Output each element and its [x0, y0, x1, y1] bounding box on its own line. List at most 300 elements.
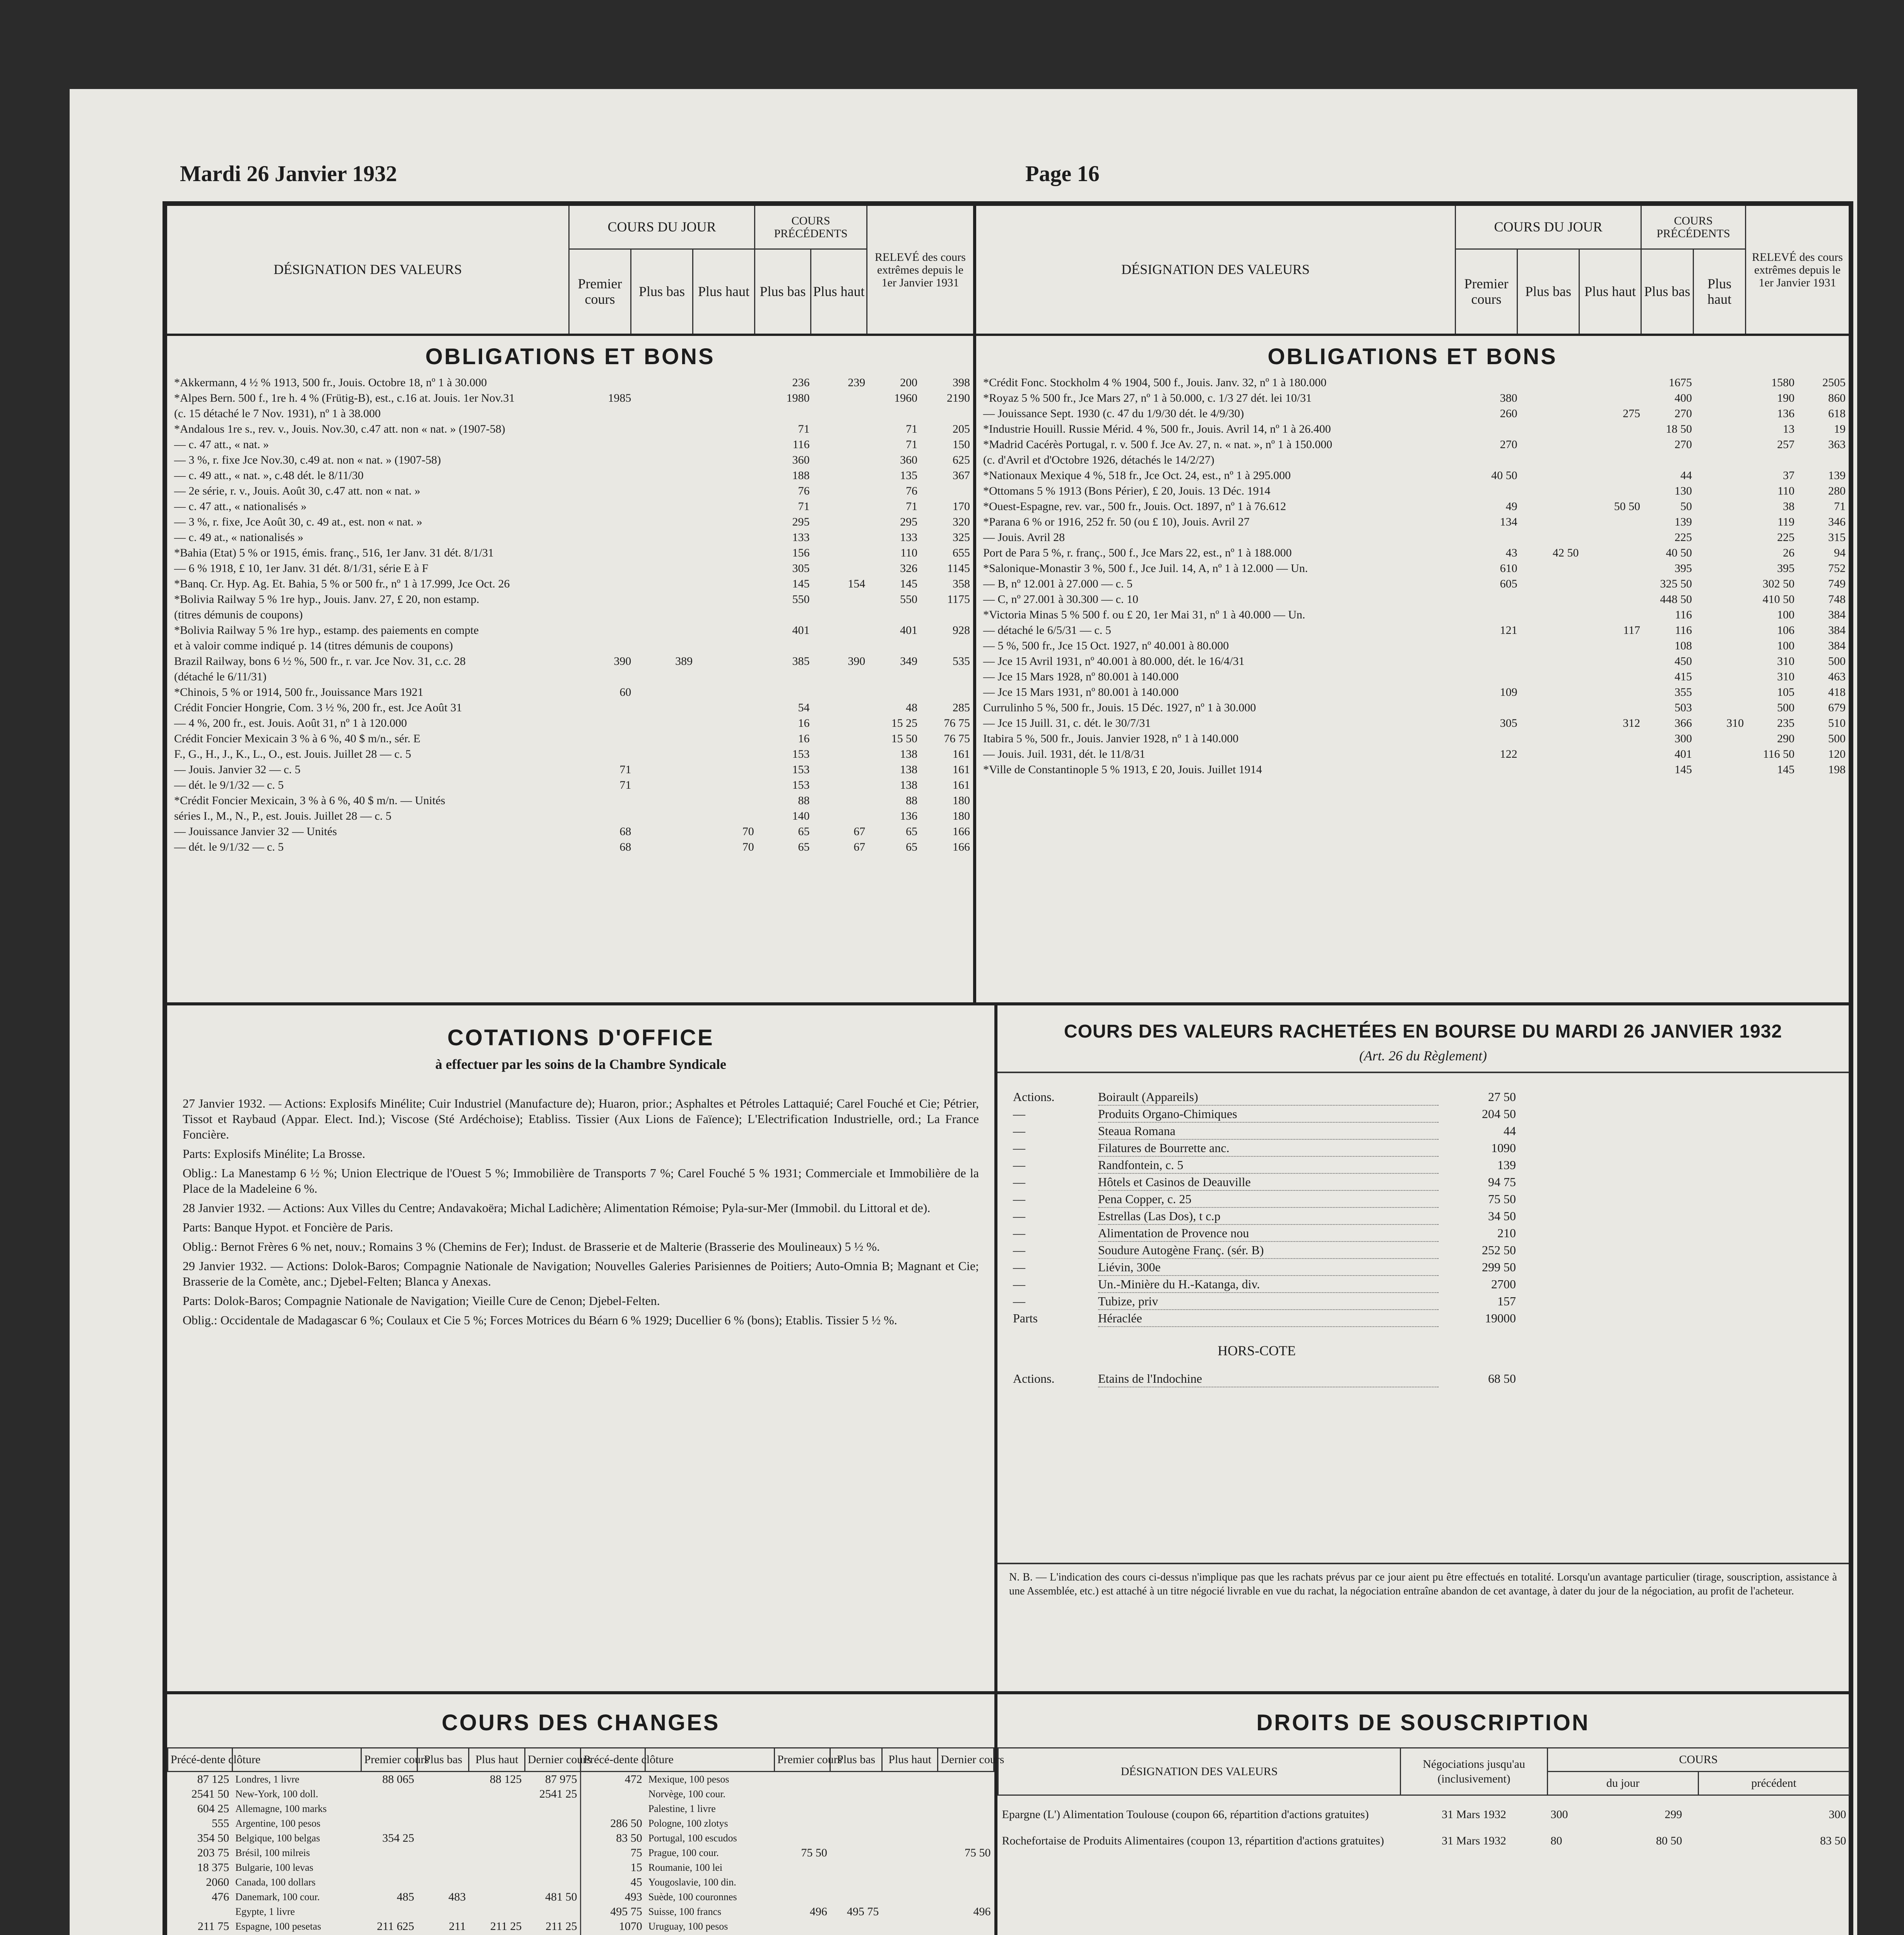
table-row: [976, 607, 1849, 623]
cell-pb: 116: [1675, 608, 1692, 621]
table-row: [167, 561, 973, 576]
cell-r1: [868, 638, 920, 654]
row-name: Filatures de Bourrette anc.: [1098, 1140, 1439, 1157]
chg-name: Argentine, 100 pesos: [235, 1818, 321, 1829]
cell-ph: [813, 514, 869, 530]
list-item: [1013, 1123, 1516, 1140]
cell-ph: [1695, 390, 1747, 406]
row-value: 1090: [1491, 1141, 1516, 1155]
cell-r2: 752: [1828, 562, 1846, 575]
table-row: [976, 700, 1849, 716]
table-row: [167, 654, 973, 669]
sous-h-nego: Négociations jusqu'au (inclusivement): [1401, 1748, 1548, 1795]
row-name: Steaua Romana: [1098, 1123, 1439, 1140]
valeur-name: — dét. le 9/1/32 — c. 5: [174, 841, 284, 853]
cell-p: [573, 607, 635, 623]
cell-r2: 170: [953, 500, 970, 513]
chg-name: Prague, 100 cour.: [648, 1847, 719, 1858]
valeur-name: *Victoria Minas 5 % 500 f. ou £ 20, 1er Mai 31, nº 1 à 40.000 — Un.: [983, 608, 1305, 621]
cell-h: [1582, 530, 1643, 545]
valeur-name: *Ville de Constantinople 5 % 1913, £ 20, Jouis. Juillet 1914: [983, 763, 1262, 776]
sous-jour-2: 299: [1665, 1808, 1682, 1821]
cell-h: 50 50: [1614, 500, 1641, 513]
row-value: 2700: [1491, 1277, 1516, 1291]
rule-1: [167, 1002, 1849, 1005]
cell-pb: 139: [1675, 515, 1692, 528]
cell-h: [696, 452, 757, 468]
cell-p: 60: [619, 686, 631, 699]
cell-p: 122: [1500, 748, 1517, 760]
souscription-title: DROITS DE SOUSCRIPTION: [1256, 1710, 1590, 1735]
cell-h: [696, 406, 757, 421]
cell-h: [1582, 545, 1643, 561]
cell-ph: [1695, 406, 1747, 421]
chg-prec: 476: [212, 1890, 229, 1903]
chg-d: [938, 1772, 994, 1787]
sous-h-designation: DÉSIGNATION DES VALEURS: [998, 1748, 1401, 1795]
valeur-name: — Jce 15 Avril 1931, nº 40.001 à 80.000, dét. le 16/4/31: [983, 655, 1245, 668]
cell-ph: [813, 421, 869, 437]
cell-r2: 363: [1828, 438, 1846, 451]
cell-pb: [757, 607, 813, 623]
sous-h-prec: précédent: [1699, 1772, 1849, 1795]
chg-name: Espagne, 100 pesetas: [235, 1921, 321, 1932]
cell-r1: 550: [900, 593, 918, 606]
cell-r2: 120: [1828, 748, 1846, 760]
table-row: [168, 1890, 994, 1904]
cell-h: [1582, 607, 1643, 623]
valeur-name: Itabira 5 %, 500 fr., Jouis. Janvier 1928, nº 1 à 140.000: [983, 732, 1239, 745]
table-row: [167, 375, 973, 390]
cell-p: 49: [1505, 500, 1517, 513]
chg-name: Londres, 1 livre: [235, 1774, 299, 1785]
cell-ph: [1695, 514, 1747, 530]
chg-b: [830, 1787, 882, 1801]
cell-pb: 76: [798, 485, 810, 497]
cell-b: [1521, 762, 1582, 777]
chg-h-prec: Précé-dente clôture: [168, 1748, 233, 1772]
cell-r1: 15 50: [891, 732, 918, 745]
cell-b: [1521, 561, 1582, 576]
cell-r1: 360: [900, 454, 918, 466]
cell-h: [696, 700, 757, 716]
cell-p: [1459, 669, 1521, 685]
chg-d: [525, 1904, 581, 1919]
cell-ph: 154: [848, 577, 866, 590]
row-value: 210: [1497, 1226, 1516, 1240]
cell-r1: 295: [900, 515, 918, 528]
table-row: [976, 654, 1849, 669]
vsep-top: [973, 203, 976, 1004]
chg-h-bas: Plus bas: [417, 1748, 469, 1772]
valeur-name: et à valoir comme indiqué p. 14 (titres démunis de coupons): [174, 639, 453, 652]
hors-cote-title: HORS-COTE: [1217, 1343, 1296, 1358]
row-name: Boirault (Appareils): [1098, 1089, 1439, 1106]
cell-b: [634, 731, 696, 747]
cell-ph: [813, 700, 869, 716]
valeur-name: — détaché le 6/5/31 — c. 5: [983, 624, 1111, 637]
cell-b: [1521, 638, 1582, 654]
row-kind: —: [1013, 1226, 1025, 1240]
sous-prec: 83 50: [1820, 1834, 1846, 1847]
table-row: [167, 545, 973, 561]
chg-h: [469, 1801, 525, 1816]
chg-d: 211 25: [546, 1920, 577, 1933]
cell-r1: 38: [1783, 500, 1795, 513]
cell-pb: 385: [792, 655, 810, 668]
chg-b: [417, 1801, 469, 1816]
list-item: [1013, 1259, 1516, 1276]
cell-h: [696, 623, 757, 638]
chg-prec: 354 50: [197, 1832, 229, 1844]
cell-h: [1582, 561, 1643, 576]
cell-p: 1985: [608, 392, 631, 404]
cell-b: [634, 716, 696, 731]
cell-pb: 1675: [1669, 376, 1692, 389]
table-row: [167, 592, 973, 607]
cell-pb: 50: [1680, 500, 1692, 513]
cell-b: [634, 499, 696, 514]
cotation-paragraph: Parts: Banque Hypot. et Foncière de Paris.: [183, 1220, 393, 1234]
cell-p: [573, 530, 635, 545]
cell-h: [696, 669, 757, 685]
cell-p: [1459, 375, 1521, 390]
valeur-name: *Nationaux Mexique 4 %, 518 fr., Jce Oct. 24, est., nº 1 à 295.000: [983, 469, 1291, 482]
table-row: [168, 1860, 994, 1875]
chg-b: [417, 1816, 469, 1831]
row-kind: —: [1013, 1124, 1025, 1138]
col-designation: DÉSIGNATION DES VALEURS: [167, 206, 570, 334]
cell-r1: 100: [1777, 608, 1795, 621]
table-row: [167, 762, 973, 777]
valeur-name: Brazil Railway, bons 6 ½ %, 500 fr., r. var. Jce Nov. 31, c.c. 28: [174, 655, 466, 668]
chg-d: 2541 25: [539, 1788, 577, 1800]
cell-pb: 145: [792, 577, 810, 590]
chg-prec: 1070: [581, 1919, 645, 1934]
cell-ph: [813, 406, 869, 421]
row-value: 27 50: [1488, 1090, 1516, 1104]
cell-p: 134: [1500, 515, 1517, 528]
sous-date: 31 Mars 1932: [1442, 1808, 1506, 1821]
chg-name: New-York, 100 doll.: [235, 1788, 318, 1800]
cell-h: 117: [1623, 624, 1641, 637]
cell-p: [1459, 592, 1521, 607]
cell-h: [1582, 421, 1643, 437]
chg-name: Brésil, 100 milreis: [235, 1847, 310, 1858]
cell-pb: 16: [798, 732, 810, 745]
chg-d: [525, 1875, 581, 1890]
cell-b: [1521, 623, 1582, 638]
row-name: Tubize, priv: [1098, 1293, 1439, 1310]
table-row: [976, 747, 1849, 762]
cell-ph: [1695, 437, 1747, 452]
cell-ph: [813, 716, 869, 731]
cell-r1: 190: [1777, 392, 1795, 404]
chg-h: [882, 1831, 938, 1846]
chg-h-prec-2: Précé-dente clôture: [581, 1748, 645, 1772]
cell-r1: 37: [1783, 469, 1795, 482]
cell-r2: 367: [953, 469, 970, 482]
valeur-name: — Jce 15 Mars 1931, nº 80.001 à 140.000: [983, 686, 1179, 699]
cell-pb: 300: [1675, 732, 1692, 745]
cotations-title: COTATIONS D'OFFICE: [447, 1025, 714, 1050]
table-row: [168, 1772, 994, 1787]
cell-ph: [1695, 545, 1747, 561]
chg-h: [882, 1816, 938, 1831]
cell-ph: [813, 762, 869, 777]
cell-r1: 290: [1777, 732, 1795, 745]
cell-pb: 145: [1675, 763, 1692, 776]
cell-ph: [1695, 623, 1747, 638]
chg-b: [417, 1772, 469, 1787]
table-row: [167, 514, 973, 530]
sous-name: Rochefortaise de Produits Alimentaires (coupon 13, répartition d'actions gratuites): [1002, 1834, 1384, 1847]
cell-pb: 108: [1675, 639, 1692, 652]
cell-r1: 136: [1777, 407, 1795, 420]
table-row: [976, 669, 1849, 685]
cell-h: [696, 777, 757, 793]
cell-h: [696, 747, 757, 762]
valeur-name: — Jce 15 Juill. 31, c. dét. le 30/7/31: [983, 717, 1151, 729]
cell-r2: 161: [953, 748, 970, 760]
cell-p: 390: [614, 655, 631, 668]
table-row: [168, 1875, 994, 1890]
list-item: [1013, 1276, 1516, 1293]
row-kind: Actions.: [1013, 1090, 1055, 1104]
cell-r2: 180: [953, 794, 970, 807]
chg-pr: 496: [809, 1905, 827, 1918]
chg-b: [830, 1890, 882, 1904]
chg-name: Yougoslavie, 100 din.: [648, 1877, 736, 1888]
cell-r2: 384: [1828, 608, 1846, 621]
cell-h: 312: [1623, 717, 1641, 729]
cell-p: 260: [1500, 407, 1517, 420]
valeur-name: (titres démunis de coupons): [174, 608, 303, 621]
cell-ph: [813, 808, 869, 824]
cell-r1: 65: [906, 841, 918, 853]
cell-p: [573, 808, 635, 824]
cell-r1: 26: [1783, 546, 1795, 559]
col-plus-haut: Plus haut: [698, 283, 749, 299]
cotation-paragraph: Oblig.: Occidentale de Madagascar 6 %; Coulaux et Cie 5 %; Forces Motrices du Béarn 6 % 1929; Ducellier 6 % (bons); Etablis. Tissier 5 ½ %.: [183, 1313, 897, 1327]
cell-r2: 71: [1834, 500, 1846, 513]
cell-ph: [1695, 747, 1747, 762]
valeur-name: — 3 %, r. fixe Jce Nov.30, c.49 at. non « nat. » (1907-58): [174, 454, 441, 466]
cell-r2: 76 75: [944, 732, 970, 745]
chg-b: [830, 1875, 882, 1890]
row-value: 34 50: [1488, 1209, 1516, 1223]
cell-pb: 448 50: [1660, 593, 1692, 606]
cell-h: [1582, 638, 1643, 654]
row-kind: —: [1013, 1107, 1025, 1121]
cell-p: 121: [1500, 624, 1517, 637]
cell-pb: 415: [1675, 670, 1692, 683]
table-row: [998, 1822, 1849, 1848]
valeur-name: Crédit Foncier Mexicain 3 % à 6 %, 40 $ m/n., sér. E: [174, 732, 421, 745]
cell-ph: [1695, 561, 1747, 576]
cell-r1: 395: [1777, 562, 1795, 575]
cell-p: [1459, 762, 1521, 777]
cell-b: [1521, 607, 1582, 623]
chg-prec: [581, 1787, 645, 1801]
cell-r1: 257: [1777, 438, 1795, 451]
table-row: [976, 731, 1849, 747]
chg-prec: [168, 1904, 233, 1919]
cell-r2: 198: [1828, 763, 1846, 776]
chg-h: [882, 1801, 938, 1816]
row-value: 252 50: [1482, 1243, 1516, 1257]
cell-b: [1521, 700, 1582, 716]
cell-pb: 503: [1675, 701, 1692, 714]
chg-pr: [774, 1831, 830, 1846]
cell-pb: 325 50: [1660, 577, 1692, 590]
cell-ph: [813, 669, 869, 685]
cell-r1: 410 50: [1762, 593, 1795, 606]
chg-prec: 211 75: [197, 1920, 229, 1933]
table-row: [976, 499, 1849, 514]
row-name: Pena Copper, c. 25: [1098, 1191, 1439, 1208]
cell-r2: 166: [953, 841, 970, 853]
cell-ph: [1695, 592, 1747, 607]
cell-h: [696, 607, 757, 623]
cell-r2: 315: [1828, 531, 1846, 544]
row-value: 75 50: [1488, 1192, 1516, 1206]
cell-b: [634, 545, 696, 561]
valeur-name: — 5 %, 500 fr., Jce 15 Oct. 1927, nº 40.001 à 80.000: [983, 639, 1229, 652]
chg-pr: 354 25: [382, 1832, 414, 1844]
cell-pb: 153: [792, 763, 810, 776]
cell-b: [1521, 437, 1582, 452]
table-row: [976, 638, 1849, 654]
chg-h: [882, 1919, 938, 1934]
cell-pb: 116: [792, 438, 810, 451]
chg-d: [938, 1860, 994, 1875]
chg-h: [469, 1787, 525, 1801]
col-cours-jour-r: COURS DU JOUR: [1456, 206, 1641, 250]
rule-2: [167, 1691, 1849, 1694]
table-row: [168, 1816, 994, 1831]
cell-r1: 135: [900, 469, 918, 482]
chg-h: [469, 1846, 525, 1860]
cell-b: [1521, 669, 1582, 685]
row-kind: —: [1013, 1175, 1025, 1189]
cell-h: [696, 808, 757, 824]
cell-b: [1521, 390, 1582, 406]
cell-r1: 326: [900, 562, 918, 575]
cell-r1: 110: [900, 546, 918, 559]
cell-ph: [1695, 375, 1747, 390]
cell-h: [696, 437, 757, 452]
cell-p: [1459, 654, 1521, 669]
cell-p: [573, 576, 635, 592]
valeur-name: — c. 47 att., « nat. »: [174, 438, 269, 451]
chg-h: [469, 1816, 525, 1831]
cell-r1: 71: [906, 500, 918, 513]
chg-prec: 493: [581, 1890, 645, 1904]
chg-pr: [774, 1801, 830, 1816]
cell-r2: 19: [1834, 423, 1846, 435]
cell-b: [634, 824, 696, 839]
chg-name: Palestine, 1 livre: [648, 1803, 716, 1814]
cell-r2: 500: [1828, 732, 1846, 745]
valeur-name: *Alpes Bern. 500 f., 1re h. 4 % (Frütig-B), est., c.16 at. Jouis. 1er Nov.31: [174, 392, 515, 404]
cell-pb: 270: [1675, 438, 1692, 451]
cell-r1: 225: [1777, 531, 1795, 544]
cell-p: [573, 406, 635, 421]
cell-ph: [813, 731, 869, 747]
cell-h: [1582, 437, 1643, 452]
row-name: Randfontein, c. 5: [1098, 1157, 1439, 1174]
cell-b: [634, 592, 696, 607]
row-name: Un.-Minière du H.-Katanga, div.: [1098, 1276, 1439, 1293]
cell-r1: 1580: [1771, 376, 1795, 389]
cell-b: [1521, 530, 1582, 545]
cell-h: [1582, 700, 1643, 716]
valeur-name: — c. 47 att., « nationalisés »: [174, 500, 307, 513]
table-row: [168, 1904, 994, 1919]
chg-b: [830, 1846, 882, 1860]
list-item: [1013, 1310, 1516, 1327]
cell-h: [1582, 452, 1643, 468]
table-row: [167, 390, 973, 406]
table-row: [167, 421, 973, 437]
cell-ph: [1695, 700, 1747, 716]
chg-pr: [361, 1846, 417, 1860]
cell-h: [696, 561, 757, 576]
col-plus-haut-r: Plus haut: [1584, 283, 1636, 299]
cell-r2: 320: [953, 515, 970, 528]
cell-p: [573, 483, 635, 499]
cell-b: [634, 623, 696, 638]
cell-h: [696, 716, 757, 731]
cell-p: 610: [1500, 562, 1517, 575]
col-plus-bas: Plus bas: [631, 250, 693, 334]
cell-r2: 139: [1828, 469, 1846, 482]
table-row: [167, 437, 973, 452]
chg-prec: 18 375: [197, 1861, 229, 1874]
cell-p: [573, 793, 635, 808]
cell-b: [1521, 375, 1582, 390]
chg-h: [469, 1860, 525, 1875]
chg-b: [830, 1831, 882, 1846]
cell-r1: 13: [1783, 423, 1795, 435]
valeur-name: F., G., H., J., K., L., O., est. Jouis. Juillet 28 — c. 5: [174, 748, 411, 760]
cell-p: [573, 561, 635, 576]
table-row: [167, 623, 973, 638]
cell-r1: [868, 669, 920, 685]
cell-r1: 500: [1777, 701, 1795, 714]
chg-h-premier: Premier cours: [361, 1748, 417, 1772]
cell-r1: 138: [900, 763, 918, 776]
cell-b: [634, 808, 696, 824]
valeur-name: — 4 %, 200 fr., est. Jouis. Août 31, nº 1 à 120.000: [174, 717, 407, 729]
cell-pb: 88: [798, 794, 810, 807]
chg-prec: 604 25: [197, 1802, 229, 1815]
cell-b: [634, 793, 696, 808]
cell-pb: 130: [1675, 485, 1692, 497]
cell-h: [696, 638, 757, 654]
valeur-name: *Bolivia Railway 5 % 1re hyp., Jouis. Janv. 27, £ 20, non estamp.: [174, 593, 479, 606]
valeur-name: *Crédit Foncier Mexicain, 3 % à 6 %, 40 $ m/n. — Unités: [174, 794, 445, 807]
cell-b: [634, 700, 696, 716]
chg-h: [882, 1904, 938, 1919]
cell-b: [634, 483, 696, 499]
cell-b: [1521, 514, 1582, 530]
row-kind: —: [1013, 1141, 1025, 1155]
cell-p: [573, 375, 635, 390]
cell-r1: [868, 607, 920, 623]
cotation-paragraph: 29 Janvier 1932. — Actions: Dolok-Baros; Compagnie Nationale de Navigation; Nouvelles Galeries Parisiennes de Poitiers; Auto-Omnia B; Magnant et Cie; Brasserie de la Comète, anc.; Djebel-Felten; Blanca y Anexas.: [183, 1259, 979, 1288]
